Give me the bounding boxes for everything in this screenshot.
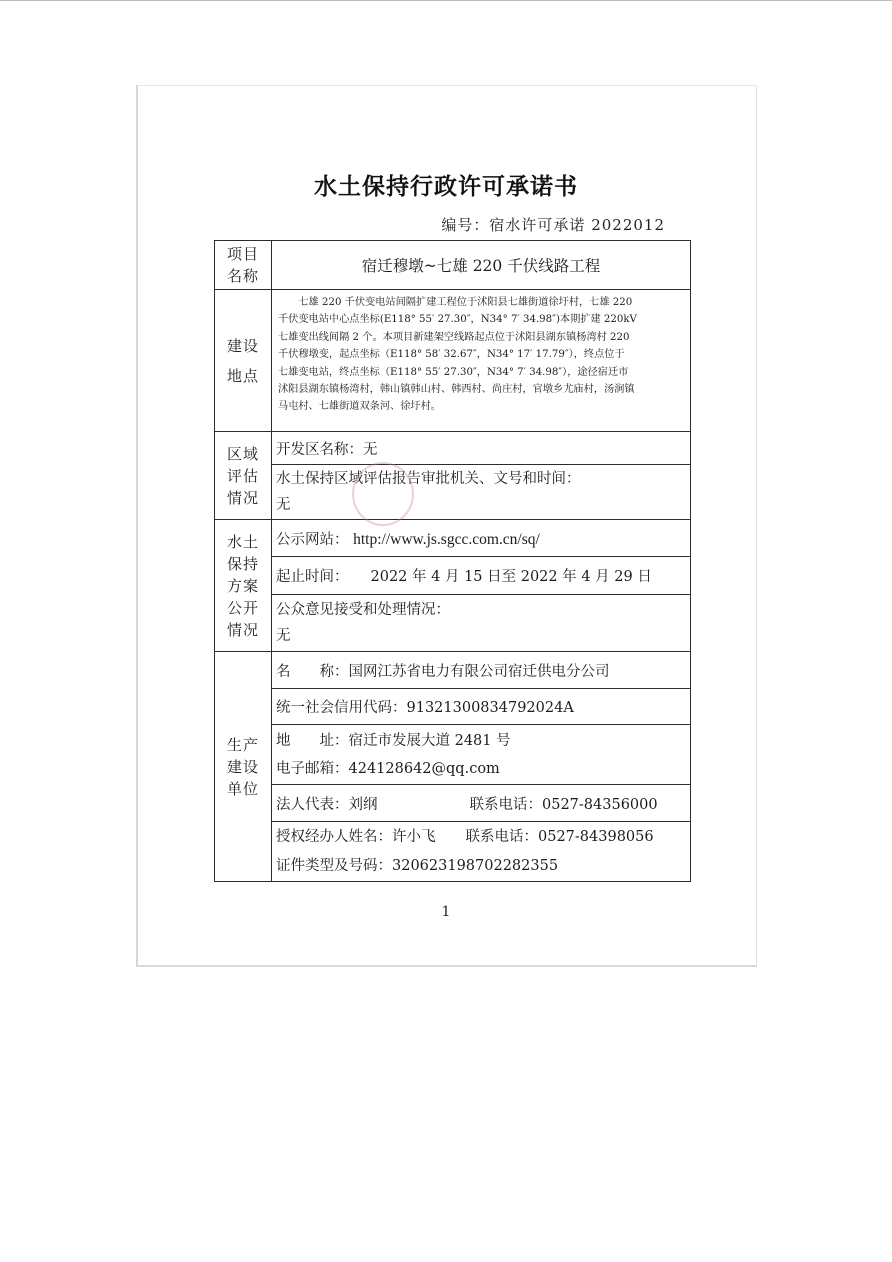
row-address-email [215,725,691,785]
assessment-approval-cell: 水土保持区域评估报告审批机关、文号和时间： 无 [272,465,691,520]
top-border-line [0,0,892,1]
label-location: 建设 地点 [215,290,272,432]
row-dev-zone [215,432,691,465]
dev-zone-value: 开发区名称：无 [272,432,691,465]
document-title: 水土保持行政许可承诺书 [314,174,578,200]
period-value: 2022 年 4 月 15 日至 2022 年 4 月 29 日 [370,569,652,585]
legal-rep-value: 刘纲 [348,796,378,813]
row-website [215,520,691,557]
label-project-name: 项目 名称 [215,241,272,290]
label-regional-assessment: 区域 评估 情况 [215,432,272,520]
label-construction-unit: 生产 建设 单位 [215,652,272,882]
label-plan-disclosure: 水土 保持 方案 公开 情况 [215,520,272,652]
address-value: 宿迁市发展大道 2481 号 [348,732,511,749]
row-period [215,557,691,595]
document-number: 编号：宿水许可承诺 2022012 [441,216,665,234]
address-email-cell: 地 址：宿迁市发展大道 2481 号 电子邮箱：424128642@qq.com [272,725,691,785]
commitment-form-table [214,240,691,882]
disclosure-website-link[interactable]: http://www.js.sgcc.com.cn/sq/ [353,530,540,548]
row-project-name [215,241,691,290]
agent-value: 许小飞 [392,828,436,845]
row-feedback [215,595,691,652]
row-location [215,290,691,432]
faint-seal-stamp [352,462,414,526]
agent-cell: 授权经办人姓名：许小飞 联系电话：0527-84398056 证件类型及号码：320623198702282355 [272,822,691,882]
credit-code-cell: 统一社会信用代码：91321300834792024A [272,689,691,725]
unit-name-cell: 名 称：国网江苏省电力有限公司宿迁供电分公司 [272,652,691,689]
credit-code-value: 91321300834792024A [406,700,574,716]
period-cell: 起止时间： 2022 年 4 月 15 日至 2022 年 4 月 29 日 [272,557,691,595]
legal-phone-value: 0527-84356000 [542,796,658,813]
row-legal-rep [215,785,691,822]
location-description: 七雄 220 千伏变电站间隔扩建工程位于沭阳县七雄街道徐圩村，七雄 220 千伏变电站中心点坐标(E118° 55′ 27.30″，N34° 7′ 34.98″)本期扩建 220kV 七雄变出线间隔 2 个。本项目新建架空线路起点位于沭阳县湖东镇杨湾村 220 千伏穆墩变，起点坐标（E118° 58′ 32.67″，N34° 17′ 17.79″），终点位于 七雄变电站，终点坐标（E118° 55′ 27.30″，N34° 7′ 34.98″），途径宿迁市 沭阳县湖东镇杨湾村，韩山镇韩山村、韩西村、尚庄村，官墩乡尤庙村，汤涧镇 马屯村、七雄街道双条河、徐圩村。 [272,290,691,432]
unit-name-value: 国网江苏省电力有限公司宿迁供电分公司 [348,663,610,680]
website-cell: 公示网站： http://www.js.sgcc.com.cn/sq/ [272,520,691,557]
email-value[interactable]: 424128642@qq.com [348,760,500,777]
row-assessment-approval [215,465,691,520]
id-number-value: 320623198702282355 [392,857,559,874]
project-name-value: 宿迁穆墩~七雄 220 千伏线路工程 [272,241,691,290]
page-number: 1 [441,904,451,920]
legal-rep-cell: 法人代表：刘纲 联系电话：0527-84356000 [272,785,691,822]
feedback-cell: 公众意见接受和处理情况： 无 [272,595,691,652]
row-credit-code [215,689,691,725]
agent-phone-value: 0527-84398056 [538,828,654,845]
row-agent [215,822,691,882]
row-unit-name [215,652,691,689]
